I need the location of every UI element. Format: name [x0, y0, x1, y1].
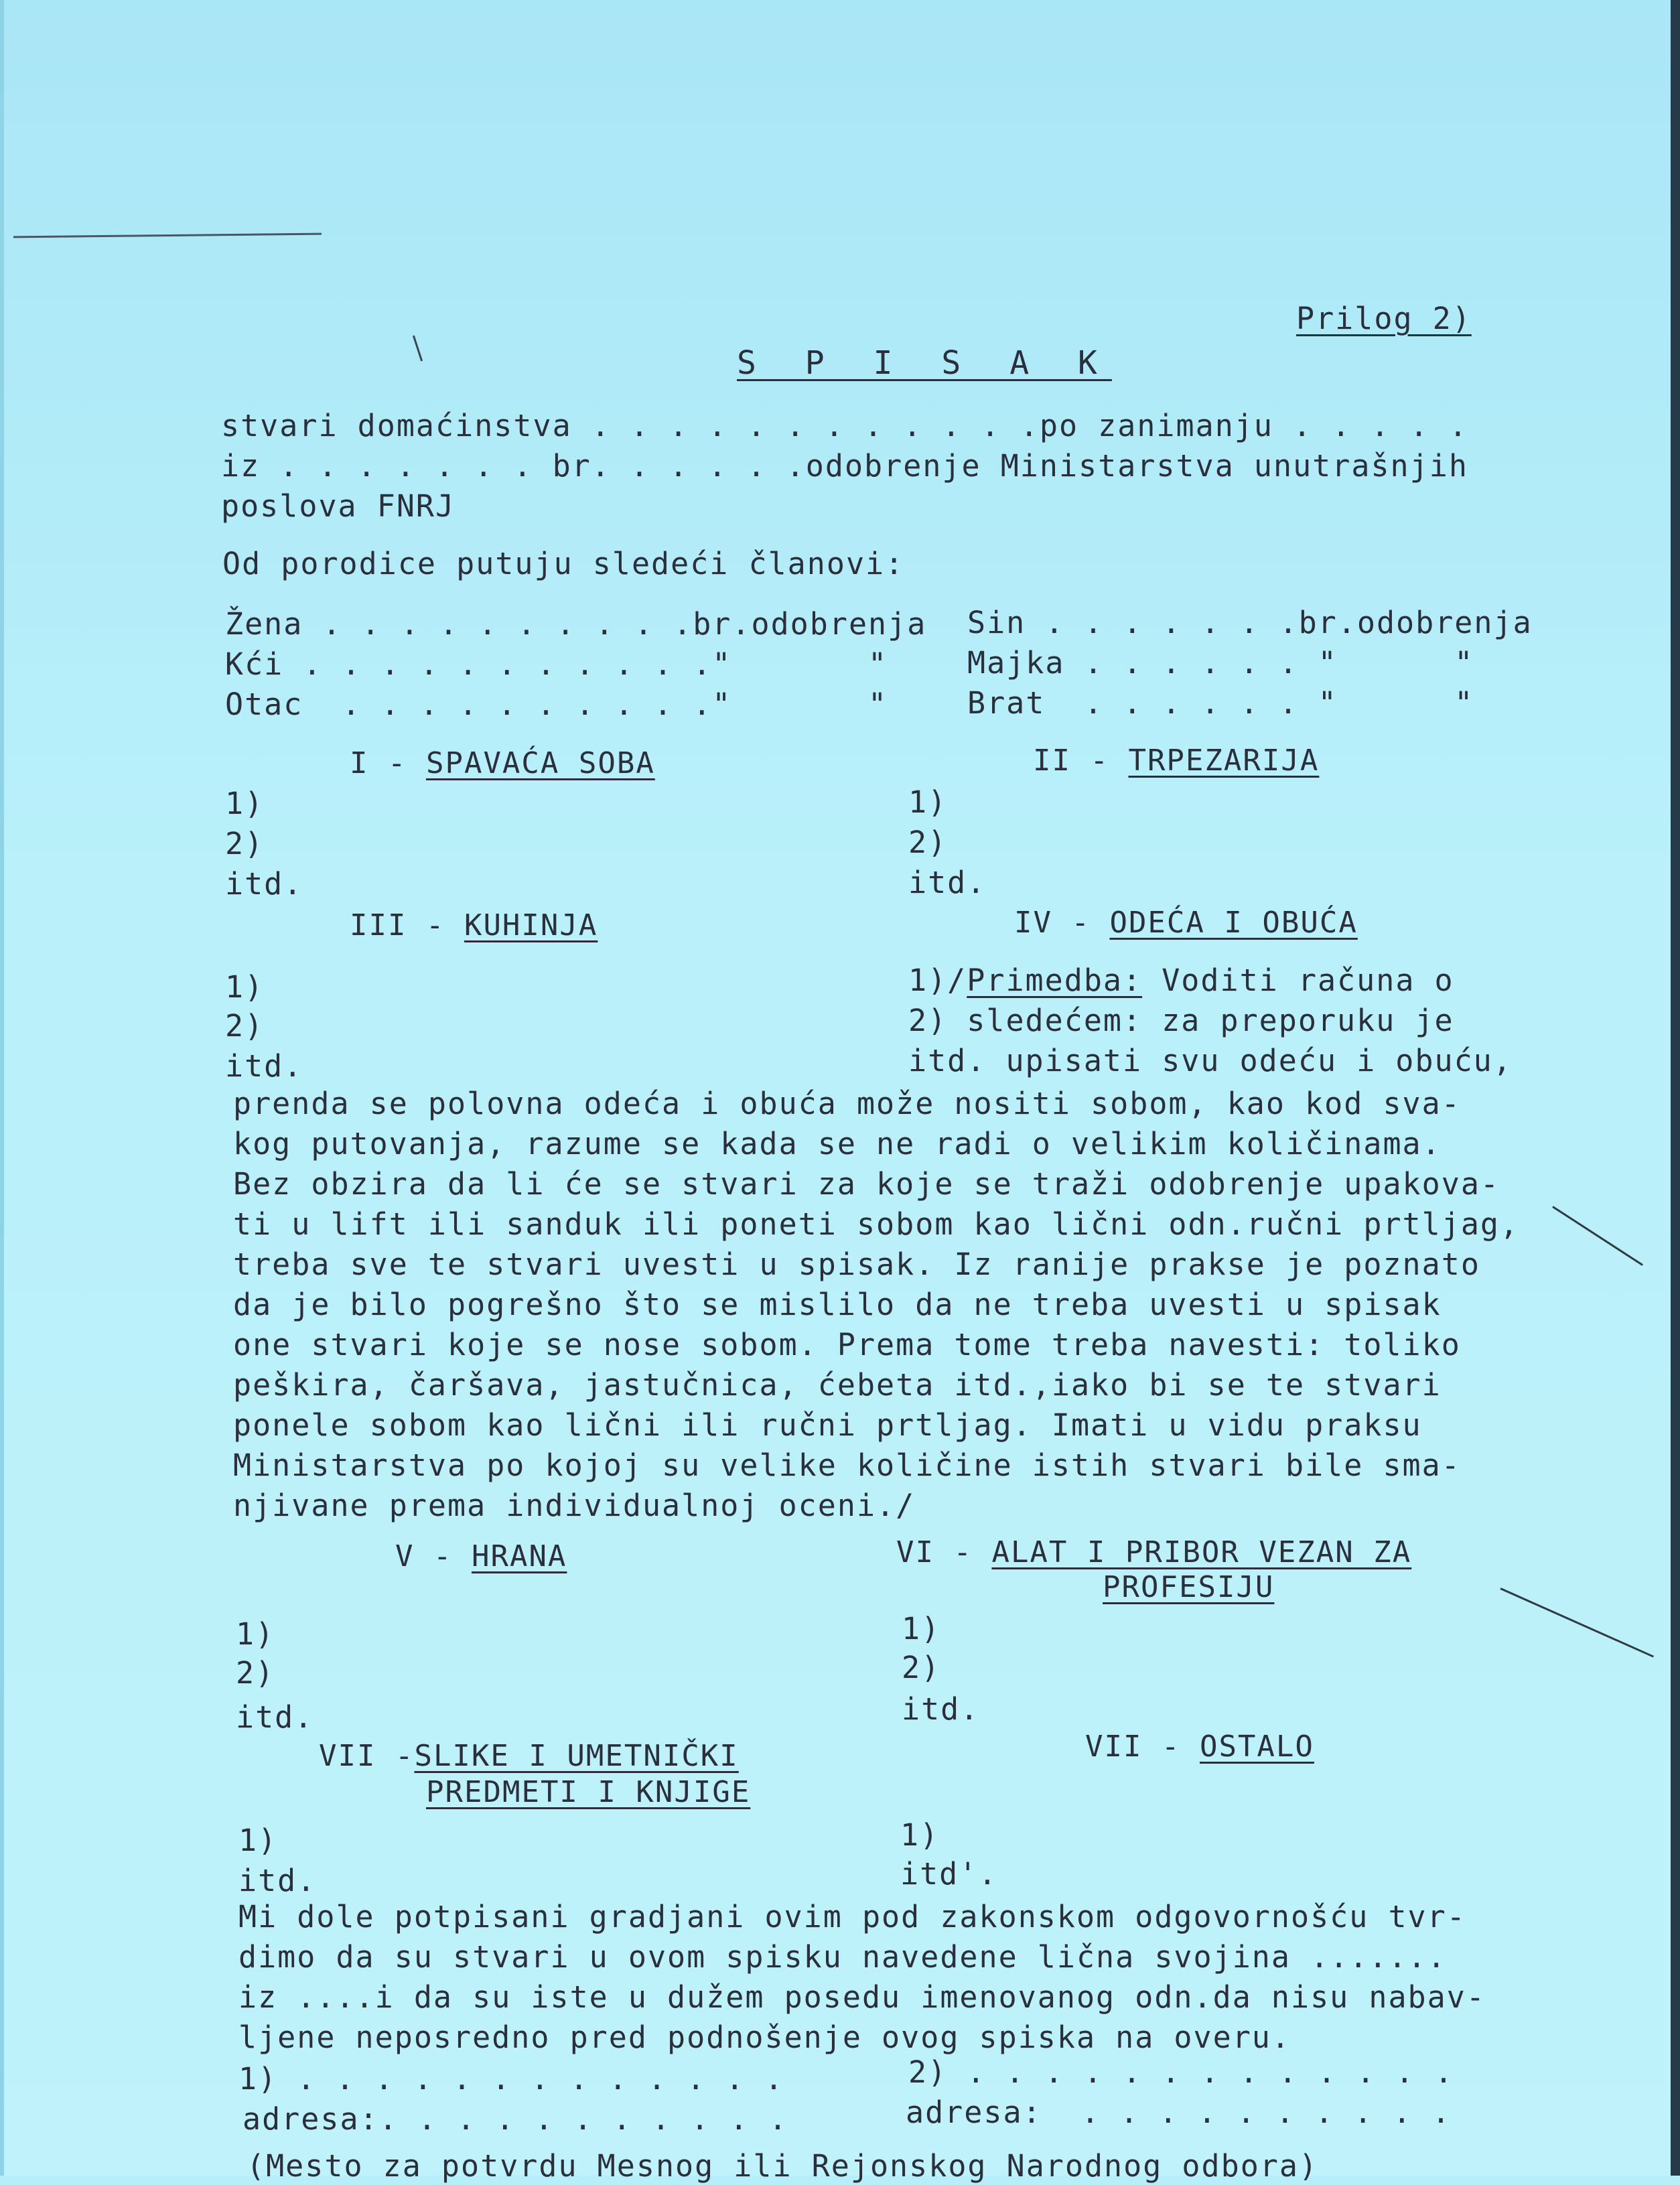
list-item: 1) [902, 1611, 941, 1646]
members-intro: Od porodice putuju sledeći članovi: [222, 546, 905, 581]
section-title: ODEĆA I OBUĆA [1109, 906, 1358, 940]
member-row: Otac . . . . . . . . . ." " [225, 687, 888, 722]
list-item: itd. [236, 1699, 314, 1735]
stray-pen-mark [1500, 1588, 1654, 1657]
remark-prefix: 1)/ [908, 963, 967, 998]
section-number: II - [1033, 744, 1129, 778]
address-line-1: adresa:. . . . . . . . . . . [242, 2101, 788, 2137]
remark-paragraph-line: treba sve te stvari uvesti u spisak. Iz ranije prakse je poznato [233, 1247, 1480, 1282]
list-item: itd. [225, 866, 303, 902]
page-left-edge [0, 0, 4, 2176]
section-heading [395, 1538, 567, 1575]
section-title: SLIKE I UMETNIČKI [414, 1739, 739, 1773]
remark-paragraph-line: kog putovanja, razume se kada se ne radi o velikim količinama. [233, 1126, 1442, 1161]
remark-line [908, 962, 1454, 999]
section-number: VII - [1085, 1730, 1200, 1764]
section-heading [350, 745, 655, 782]
section-number: III - [350, 908, 464, 942]
list-item: 1) [238, 1823, 278, 1858]
section-number: IV - [1014, 906, 1110, 940]
member-row: Sin . . . . . . .br.odobrenja [967, 605, 1533, 640]
stray-pen-mark [1552, 1206, 1643, 1266]
remark-paragraph-line: ponele sobom kao lični ili ručni prtljag. Imati u vidu praksu [233, 1407, 1422, 1443]
section-title: ALAT I PRIBOR VEZAN ZA [991, 1535, 1412, 1569]
intro-line: stvari domaćinstva . . . . . . . . . . . .po zanimanju . . . . . [221, 408, 1468, 443]
remark-line: 2) sledećem: za preporuku je [908, 1003, 1454, 1038]
section-number: VI - [896, 1535, 992, 1569]
section-heading [1033, 742, 1319, 780]
member-row: Žena . . . . . . . . . .br.odobrenja [225, 606, 927, 642]
stray-pen-mark [413, 336, 423, 362]
list-item: itd'. [900, 1856, 998, 1892]
section-title: TRPEZARIJA [1128, 744, 1320, 778]
remark-label: Primedba: [967, 963, 1143, 998]
list-item: 2) [225, 826, 265, 861]
intro-line: iz . . . . . . . br. . . . . .odobrenje Ministarstva unutrašnjih [221, 448, 1468, 484]
remark-text: Voditi računa o [1142, 963, 1454, 998]
section-number: V - [395, 1539, 472, 1573]
declaration-line: iz ....i da su iste u dužem posedu imenovanog odn.da nisu nabav- [238, 1979, 1486, 2015]
remark-paragraph-line: ti u lift ili sanduk ili poneti sobom kao lični odn.ručni prtljag, [233, 1206, 1520, 1242]
remark-paragraph-line: da je bilo pogrešno što se mislilo da ne treba uvesti u spisak [233, 1287, 1442, 1322]
remark-paragraph-line: peškira, čaršava, jastučnica, ćebeta itd.,iako bi se te stvari [233, 1367, 1442, 1403]
signature-line-2: 2) . . . . . . . . . . . . . [908, 2054, 1454, 2090]
member-row: Kći . . . . . . . . . . ." " [225, 646, 888, 682]
intro-line: poslova FNRJ [221, 488, 456, 524]
declaration-line: Mi dole potpisani gradjani ovim pod zakonskom odgovornošću tvr- [238, 1899, 1466, 1934]
section-number: I - [350, 746, 426, 780]
signature-line-1: 1) . . . . . . . . . . . . . [238, 2061, 784, 2097]
declaration-line: ljene neposredno pred podnošenje ovog spiska na overu. [238, 2020, 1291, 2055]
page-right-edge [1671, 0, 1680, 2176]
section-title-continued: PREDMETI I KNJIGE [426, 1775, 751, 1809]
section-title: KUHINJA [464, 908, 598, 942]
list-item: itd. [902, 1691, 980, 1727]
list-item: 1) [225, 969, 265, 1005]
list-item: 2) [908, 825, 948, 860]
section-title: HRANA [471, 1539, 567, 1573]
list-item: 1) [236, 1616, 275, 1652]
list-item: 2) [236, 1655, 275, 1691]
section-heading [896, 1534, 1411, 1571]
footer-note: (Mesto za potvrdu Mesnog ili Rejonskog Narodnog odbora) [247, 2148, 1319, 2184]
list-item: 1) [908, 784, 948, 820]
document-title: S P I S A K [737, 344, 1112, 382]
remark-paragraph-line: one stvari koje se nose sobom. Prema tome treba navesti: toliko [233, 1327, 1461, 1362]
remark-paragraph-line: prenda se polovna odeća i obuća može nositi sobom, kao kod sva- [233, 1086, 1461, 1121]
remark-paragraph-line: Ministarstva po kojoj su velike količine istih stvari bile sma- [233, 1448, 1461, 1483]
list-item: itd. [225, 1048, 303, 1084]
list-item: 2) [902, 1650, 941, 1685]
attachment-label: Prilog 2) [1296, 301, 1472, 336]
section-title-continued: PROFESIJU [1103, 1570, 1275, 1604]
paper-fold-mark [13, 233, 322, 238]
section-heading [1085, 1728, 1314, 1766]
list-item: itd. [908, 865, 987, 900]
section-heading [319, 1738, 739, 1775]
section-heading [350, 907, 598, 944]
list-item: itd. [238, 1863, 317, 1898]
member-row: Brat . . . . . . " " [967, 685, 1474, 721]
list-item: 1) [900, 1817, 940, 1853]
section-number: VII - [319, 1739, 415, 1773]
member-row: Majka . . . . . . " " [967, 645, 1474, 681]
list-item: 1) [225, 786, 265, 821]
section-title: OSTALO [1199, 1730, 1314, 1764]
remark-paragraph-line: Bez obzira da li će se stvari za koje se traži odobrenje upakova- [233, 1166, 1500, 1202]
remark-line: itd. upisati svu odeću i obuću, [908, 1043, 1513, 1078]
list-item: 2) [225, 1008, 265, 1044]
remark-paragraph-line: njivane prema individualnoj oceni./ [233, 1488, 916, 1523]
section-heading [1014, 904, 1358, 942]
section-title: SPAVAĆA SOBA [425, 746, 655, 780]
declaration-line: dimo da su stvari u ovom spisku navedene lična svojina ....... [238, 1939, 1447, 1975]
address-line-2: adresa: . . . . . . . . . . [906, 2095, 1452, 2130]
